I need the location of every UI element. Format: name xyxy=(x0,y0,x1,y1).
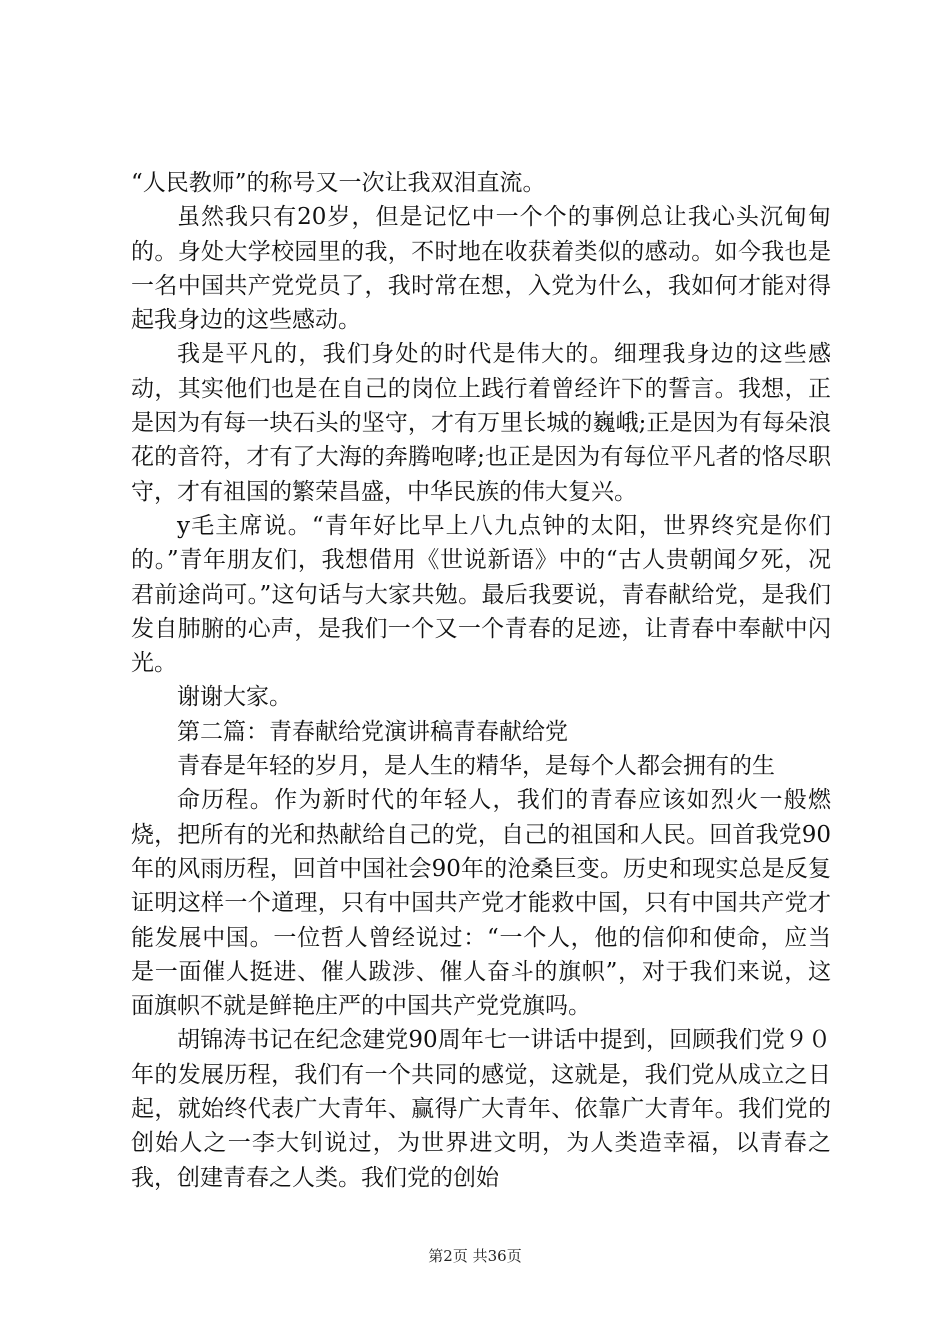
paragraph-7: 青春是年轻的岁月，是人生的精华，是每个人都会拥有的生 xyxy=(177,753,775,780)
paragraph-8: 命历程。作为新时代的年轻人，我们的青春应该如烈火一般燃烧，把所有的光和热献给自己的党，自己的祖国和人民。回首我党90年的风雨历程，回首中国社会90年的沧桑巨变。历史和现实总是反复证明这样一个道理，只有中国共产党才能救中国，只有中国共产党才能发展中国。一位哲人曾经说过：“一个人，他的信仰和使命，应当是一面催人挺进、催人跋涉、催人奋斗的旗帜”，对于我们来说，这面旗帜不就是鲜艳庄严的中国共产党党旗吗。 xyxy=(131,787,831,1020)
paragraph-9: 胡锦涛书记在纪念建党90周年七一讲话中提到，回顾我们党９０年的发展历程，我们有一个共同的感觉，这就是，我们党从成立之日起，就始终代表广大青年、赢得广大青年、依靠广大青年。我们党的创始人之一李大钊说过，为世界进文明，为人类造幸福，以青春之我，创建青春之人类。我们党的创始 xyxy=(131,1027,831,1191)
paragraph-1: “人民教师”的称号又一次让我双泪直流。 xyxy=(131,170,546,196)
section-heading: 第二篇：青春献给党演讲稿青春献给党 xyxy=(177,718,568,745)
page-footer: 第2页 共36页 xyxy=(428,1247,522,1265)
paragraph-5: 谢谢大家。 xyxy=(177,684,292,711)
paragraph-2: 虽然我只有20岁，但是记忆中一个个的事例总让我心头沉甸甸的。身处大学校园里的我，不时地在收获着类似的感动。如今我也是一名中国共产党党员了，我时常在想，入党为什么，我如何才能对得起我身边的这些感动。 xyxy=(131,204,831,334)
paragraph-3: 我是平凡的，我们身处的时代是伟大的。细理我身边的这些感动，其实他们也是在自己的岗位上践行着曾经许下的誓言。我想，正是因为有每一块石头的坚守，才有万里长城的巍峨;正是因为有每朵浪花的音符，才有了大海的奔腾咆哮;也正是因为有每位平凡者的恪尽职守，才有祖国的繁荣昌盛，中华民族的伟大复兴。 xyxy=(131,341,831,505)
paragraph-4: y毛主席说。“青年好比早上八九点钟的太阳，世界终究是你们的。”青年朋友们，我想借用《世说新语》中的“古人贵朝闻夕死，况君前途尚可。”这句话与大家共勉。最后我要说，青春献给党，是我们发自肺腑的心声，是我们一个又一个青春的足迹，让青春中奉献中闪光。 xyxy=(131,512,831,677)
body-text xyxy=(131,166,831,1195)
